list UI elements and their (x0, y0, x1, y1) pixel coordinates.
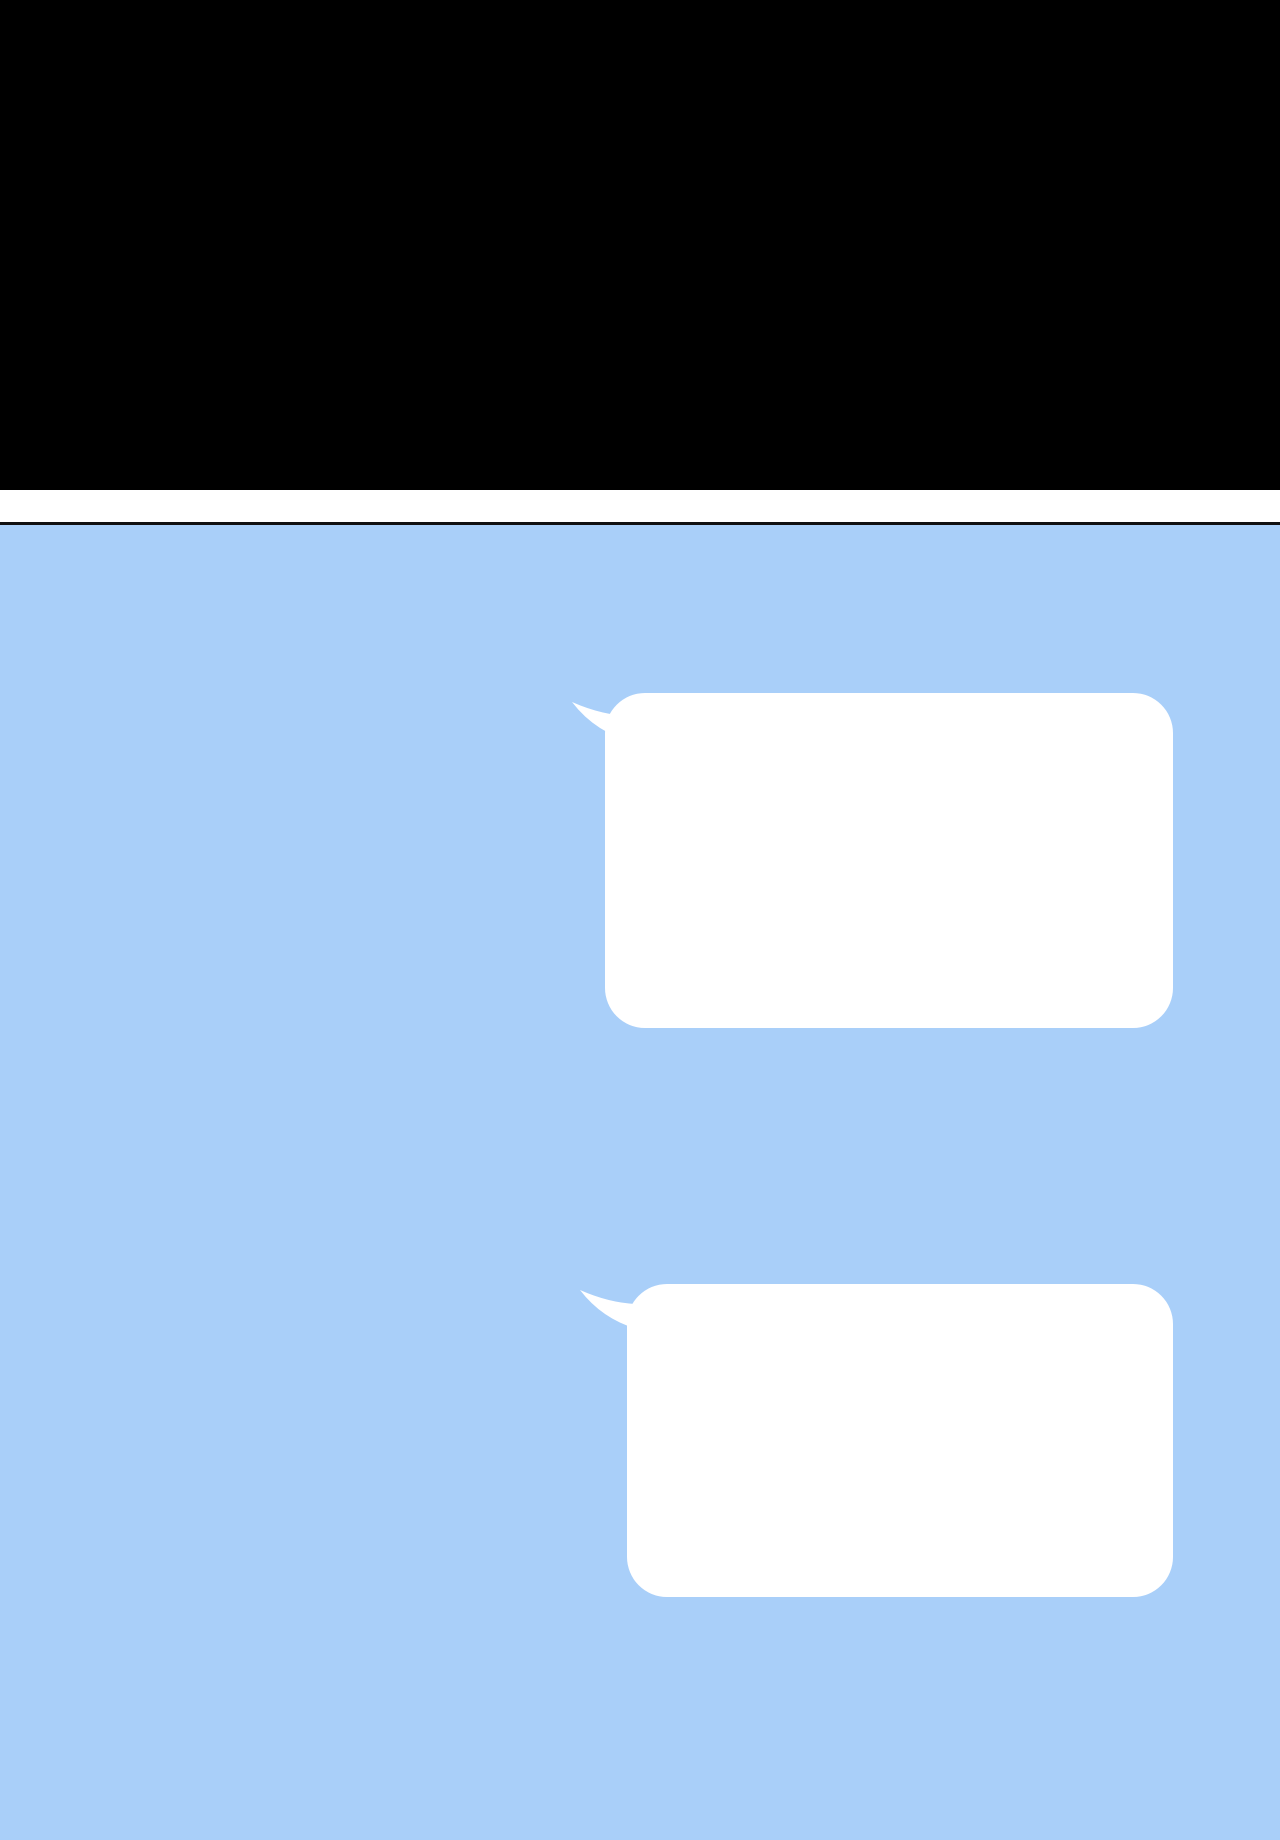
chat-panel (0, 525, 1280, 1840)
avatar (469, 1290, 553, 1374)
panel-gutter (0, 490, 1280, 526)
speech-bubble (605, 693, 1173, 1028)
narration-panel (0, 0, 1280, 490)
speech-bubble (627, 1284, 1173, 1597)
avatar (469, 691, 553, 775)
